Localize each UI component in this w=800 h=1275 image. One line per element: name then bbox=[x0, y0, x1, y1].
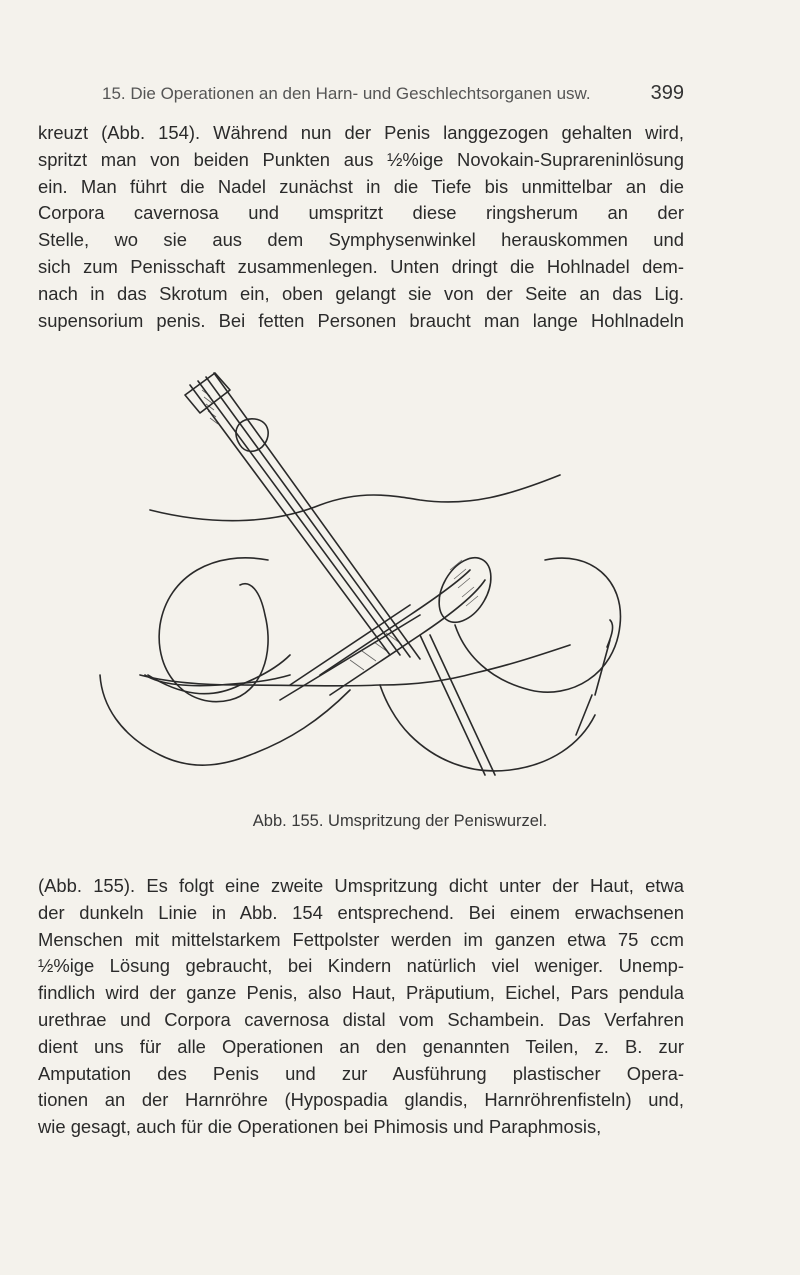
text-line: wie gesagt, auch für die Operationen bei Phimosis und Paraphmosis, bbox=[38, 1116, 602, 1138]
text-line: nach in das Skrotum ein, oben gelangt sie von der Seite an das Lig. bbox=[38, 282, 684, 304]
text-line: Stelle, wo sie aus dem Symphysenwinkel herauskommen und bbox=[38, 229, 684, 251]
text-line: spritzt man von beiden Punkten aus ½%ige Novokain-Suprareninlösung bbox=[38, 148, 684, 170]
paragraph-1 bbox=[38, 120, 684, 334]
figure-caption: Abb. 155. Umspritzung der Peniswurzel. bbox=[252, 812, 548, 830]
lower-line-3 bbox=[420, 635, 485, 775]
running-header bbox=[102, 82, 684, 105]
text-line: Corpora cavernosa und umspritzt diese ringsherum an der bbox=[38, 202, 684, 224]
glans bbox=[428, 549, 501, 632]
needle-4 bbox=[214, 373, 420, 659]
text-line: ½%ige Lösung gebraucht, bei Kindern natürlich viel weniger. Unemp- bbox=[38, 955, 684, 977]
text-line: kreuzt (Abb. 154). Während nun der Penis langgezogen gehalten wird, bbox=[38, 122, 684, 143]
lower-line-4 bbox=[430, 635, 495, 775]
text-line: sich zum Penisschaft zusammenlegen. Unten dringt die Hohlnadel dem- bbox=[38, 255, 684, 277]
needle-3 bbox=[206, 377, 410, 657]
text-line: dient uns für alle Operationen an den genannten Teilen, z. B. zur bbox=[38, 1035, 684, 1057]
text-line: findlich wird der ganze Penis, also Haut, Präputium, Eichel, Pars pendula bbox=[38, 982, 684, 1004]
paragraph-2 bbox=[38, 873, 684, 1141]
text-line: urethrae und Corpora cavernosa distal vom Schambein. Das Verfahren bbox=[38, 1008, 684, 1030]
text-line: der dunkeln Linie in Abb. 154 entsprechend. Bei einem erwachsenen bbox=[38, 901, 684, 923]
penile-shaft bbox=[320, 570, 470, 675]
small-needle bbox=[595, 640, 610, 695]
page-number: 399 bbox=[650, 82, 684, 104]
anatomical-illustration bbox=[90, 355, 650, 805]
text-line: Menschen mit mittelstarkem Fettpolster werden im ganzen etwa 75 ccm bbox=[38, 928, 684, 950]
left-outer-curve bbox=[100, 675, 350, 765]
text-line: (Abb. 155). Es folgt eine zweite Umspritzung dicht unter der Haut, etwa bbox=[38, 875, 684, 896]
text-line: ein. Man führt die Nadel zunächst in die Tiefe bis unmittelbar an die bbox=[38, 175, 684, 197]
penile-shaft-lower bbox=[330, 580, 485, 695]
running-title: 15. Die Operationen an den Harn- und Geschlechtsorganen usw. bbox=[102, 84, 591, 103]
small-needle-tip bbox=[576, 695, 592, 735]
text-line: tionen an der Harnröhre (Hypospadia glandis, Harnröhrenfisteln) und, bbox=[38, 1089, 684, 1111]
text-line: Amputation des Penis und zur Ausführung plastischer Opera- bbox=[38, 1062, 684, 1084]
text-line: supensorium penis. Bei fetten Personen braucht man lange Hohlnadeln bbox=[38, 309, 684, 331]
lower-line-2 bbox=[280, 615, 420, 700]
upper-arc bbox=[150, 475, 560, 521]
needle-2 bbox=[198, 381, 400, 655]
